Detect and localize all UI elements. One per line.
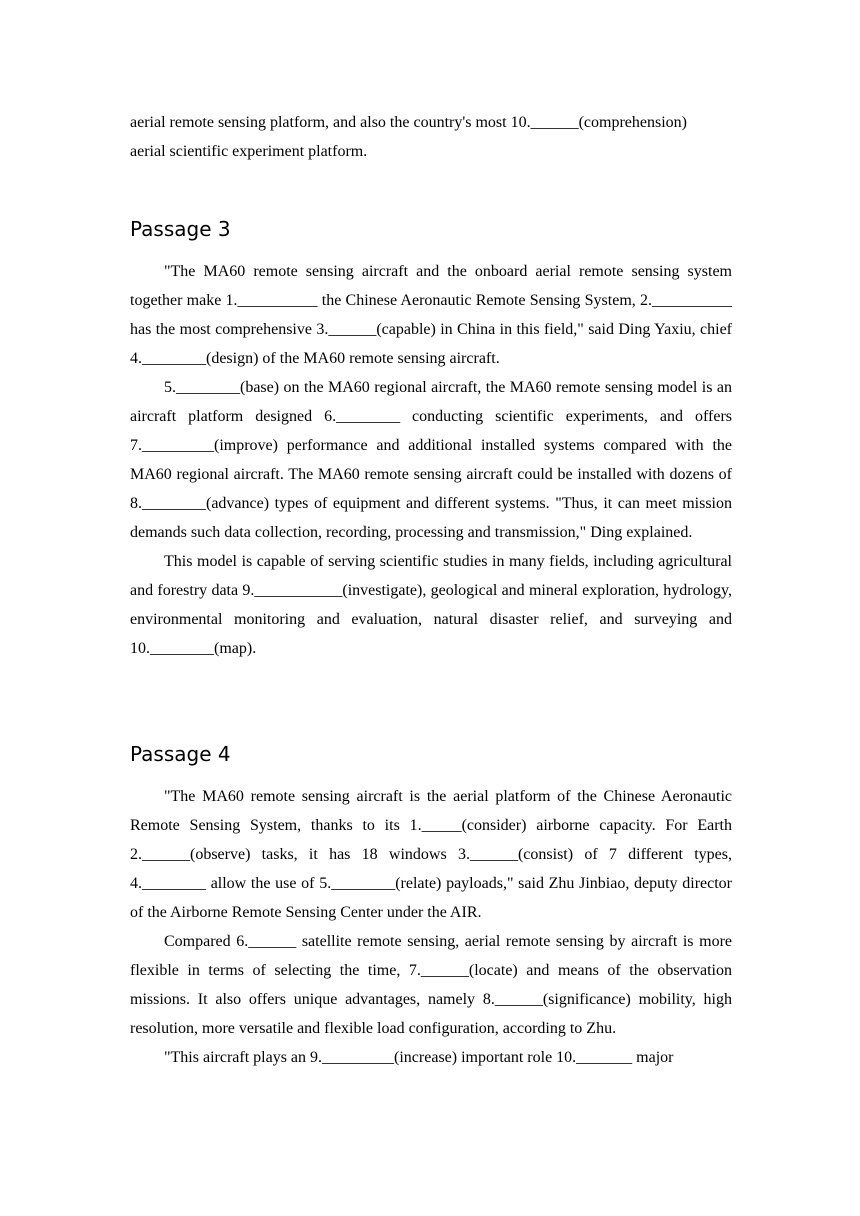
passage-3-paragraph-2: 5.________(base) on the MA60 regional aircraft, the MA60 remote sensing model is an aircraft platform designed 6.________ conducting scientific experiments, and offers 7._________(improve) performance and additional installed systems compared with the MA60 regional aircraft. The MA60 remote sensing aircraft could be installed with dozens of 8.________(advance) types of equipment and different systems. "Thus, it can meet mission demands such data collection, recording, processing and transmission," Ding explained. bbox=[130, 379, 732, 541]
passage-4-heading: Passage 4 bbox=[130, 742, 231, 766]
passage-4-paragraph-3: "This aircraft plays an 9._________(increase) important role 10._______ major bbox=[164, 1049, 674, 1066]
passage-4-paragraph-2: Compared 6.______ satellite remote sensing, aerial remote sensing by aircraft is more flexible in terms of selecting the time, 7.______(locate) and means of the observation missions. It also offers unique advantages, namely 8.______(significance) mobility, high resolution, more versatile and flexible load configuration, according to Zhu. bbox=[130, 933, 732, 1037]
intro-line-1: aerial remote sensing platform, and also the country's most 10.______(comprehension) bbox=[130, 114, 687, 131]
intro-continuation bbox=[130, 108, 732, 166]
passage-3-heading: Passage 3 bbox=[130, 217, 231, 241]
passage-3-body bbox=[130, 257, 732, 663]
passage-4-body bbox=[130, 782, 732, 1072]
passage-3-paragraph-3: This model is capable of serving scientific studies in many fields, including agricultural and forestry data 9.___________(investigate), geological and mineral exploration, hydrology, environmental monitoring and evaluation, natural disaster relief, and surveying and 10.________(map). bbox=[130, 553, 732, 657]
passage-3-paragraph-1: "The MA60 remote sensing aircraft and the onboard aerial remote sensing system together make 1.__________ the Chinese Aeronautic Remote Sensing System, 2.__________ has the most comprehensive 3.______(capable) in China in this field," said Ding Yaxiu, chief 4.________(design) of the MA60 remote sensing aircraft. bbox=[130, 263, 732, 367]
passage-4-paragraph-1: "The MA60 remote sensing aircraft is the aerial platform of the Chinese Aeronautic Remote Sensing System, thanks to its 1._____(consider) airborne capacity. For Earth 2.______(observe) tasks, it has 18 windows 3.______(consist) of 7 different types, 4.________ allow the use of 5.________(relate) payloads," said Zhu Jinbiao, deputy director of the Airborne Remote Sensing Center under the AIR. bbox=[130, 788, 732, 921]
intro-line-2: aerial scientific experiment platform. bbox=[130, 143, 368, 160]
